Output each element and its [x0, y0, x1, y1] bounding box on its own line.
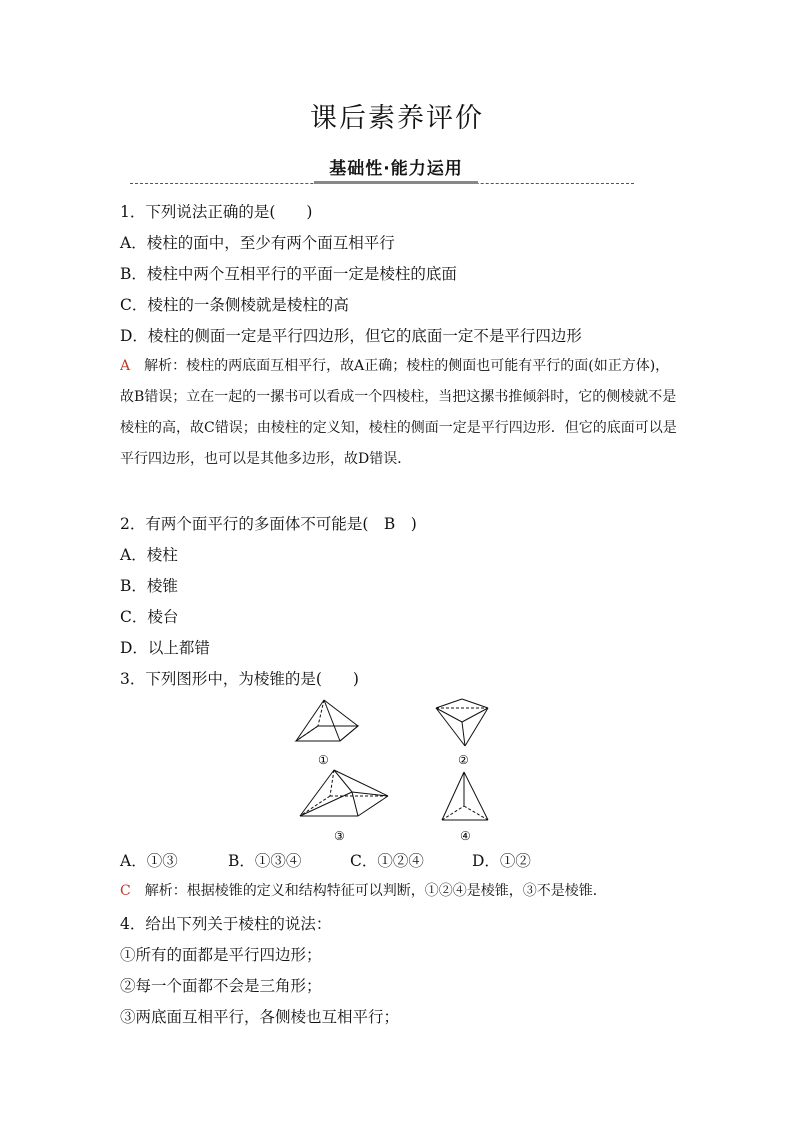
question-3-choice-c: C．①②④	[350, 852, 424, 870]
section-label: 基础性·能力运用	[314, 157, 478, 184]
figure-4-pyramid	[442, 772, 488, 820]
question-2-option-b: B．棱锥	[120, 577, 178, 595]
question-4-item-1: ①所有的面都是平行四边形；	[120, 946, 322, 964]
figure-3-solid	[300, 770, 388, 816]
question-2-option-d: D．以上都错	[120, 639, 210, 657]
question-4-item-3: ③两底面互相平行，各侧棱也互相平行；	[120, 1008, 400, 1026]
page-title: 课后素养评价	[310, 103, 484, 134]
question-3-choice-d: D．①②	[472, 852, 531, 870]
solution-tag: 解析	[144, 883, 173, 899]
question-3-choices	[120, 850, 531, 872]
question-1-stem: 1．下列说法正确的是( )	[120, 203, 313, 221]
figure-label-3: ③	[334, 829, 345, 843]
question-2-option-c: C．棱台	[120, 608, 179, 626]
question-3-solution	[120, 876, 720, 907]
question-4-item-2: ②每一个面都不会是三角形；	[120, 977, 322, 995]
question-3-choice-a: A．①③	[120, 852, 178, 870]
question-3-figures	[290, 696, 510, 846]
question-1-option-b: B．棱柱中两个互相平行的平面一定是棱柱的底面	[120, 265, 457, 283]
question-3-stem: 3．下列图形中，为棱锥的是( )	[120, 670, 359, 688]
figure-2-pyramid	[436, 699, 488, 746]
figure-label-4: ④	[460, 829, 471, 843]
question-2-option-a: A．棱柱	[120, 546, 178, 564]
figure-label-1: ①	[318, 753, 329, 767]
polyhedra-figures	[290, 696, 510, 846]
question-1-option-d: D．棱柱的侧面一定是平行四边形，但它的底面一定不是平行四边形	[120, 327, 582, 345]
question-3-answer: C	[120, 883, 131, 899]
question-1-option-a: A．棱柱的面中，至少有两个面互相平行	[120, 234, 395, 252]
question-1-answer: A	[120, 358, 131, 374]
solution-text: ：棱柱的两底面互相平行，故A正确；棱柱的侧面也可能有平行的面(如正方体)，故B错误；立在一起的一摞书可以看成一个四棱柱，当把这摞书推倾斜时，它的侧棱就不是棱柱的高，故C错误；由棱柱的定义知，棱柱的侧面一定是平行四边形．但它的底面可以是平行四边形，也可以是其他多边形，故D错误．	[120, 358, 677, 467]
question-1-option-c: C．棱柱的一条侧棱就是棱柱的高	[120, 296, 349, 314]
figure-1-pyramid	[296, 700, 358, 741]
question-1-solution	[120, 351, 680, 475]
question-2-stem: 2．有两个面平行的多面体不可能是( B )	[120, 515, 417, 533]
section-banner	[0, 155, 794, 185]
solution-tag: 解析	[144, 358, 173, 374]
question-4-stem: 4．给出下列关于棱柱的说法：	[120, 915, 332, 933]
question-3-choice-b: B．①③④	[228, 852, 302, 870]
solution-text: ：根据棱锥的定义和结构特征可以判断，①②④是棱锥，③不是棱锥．	[172, 883, 607, 899]
figure-label-2: ②	[458, 753, 469, 767]
